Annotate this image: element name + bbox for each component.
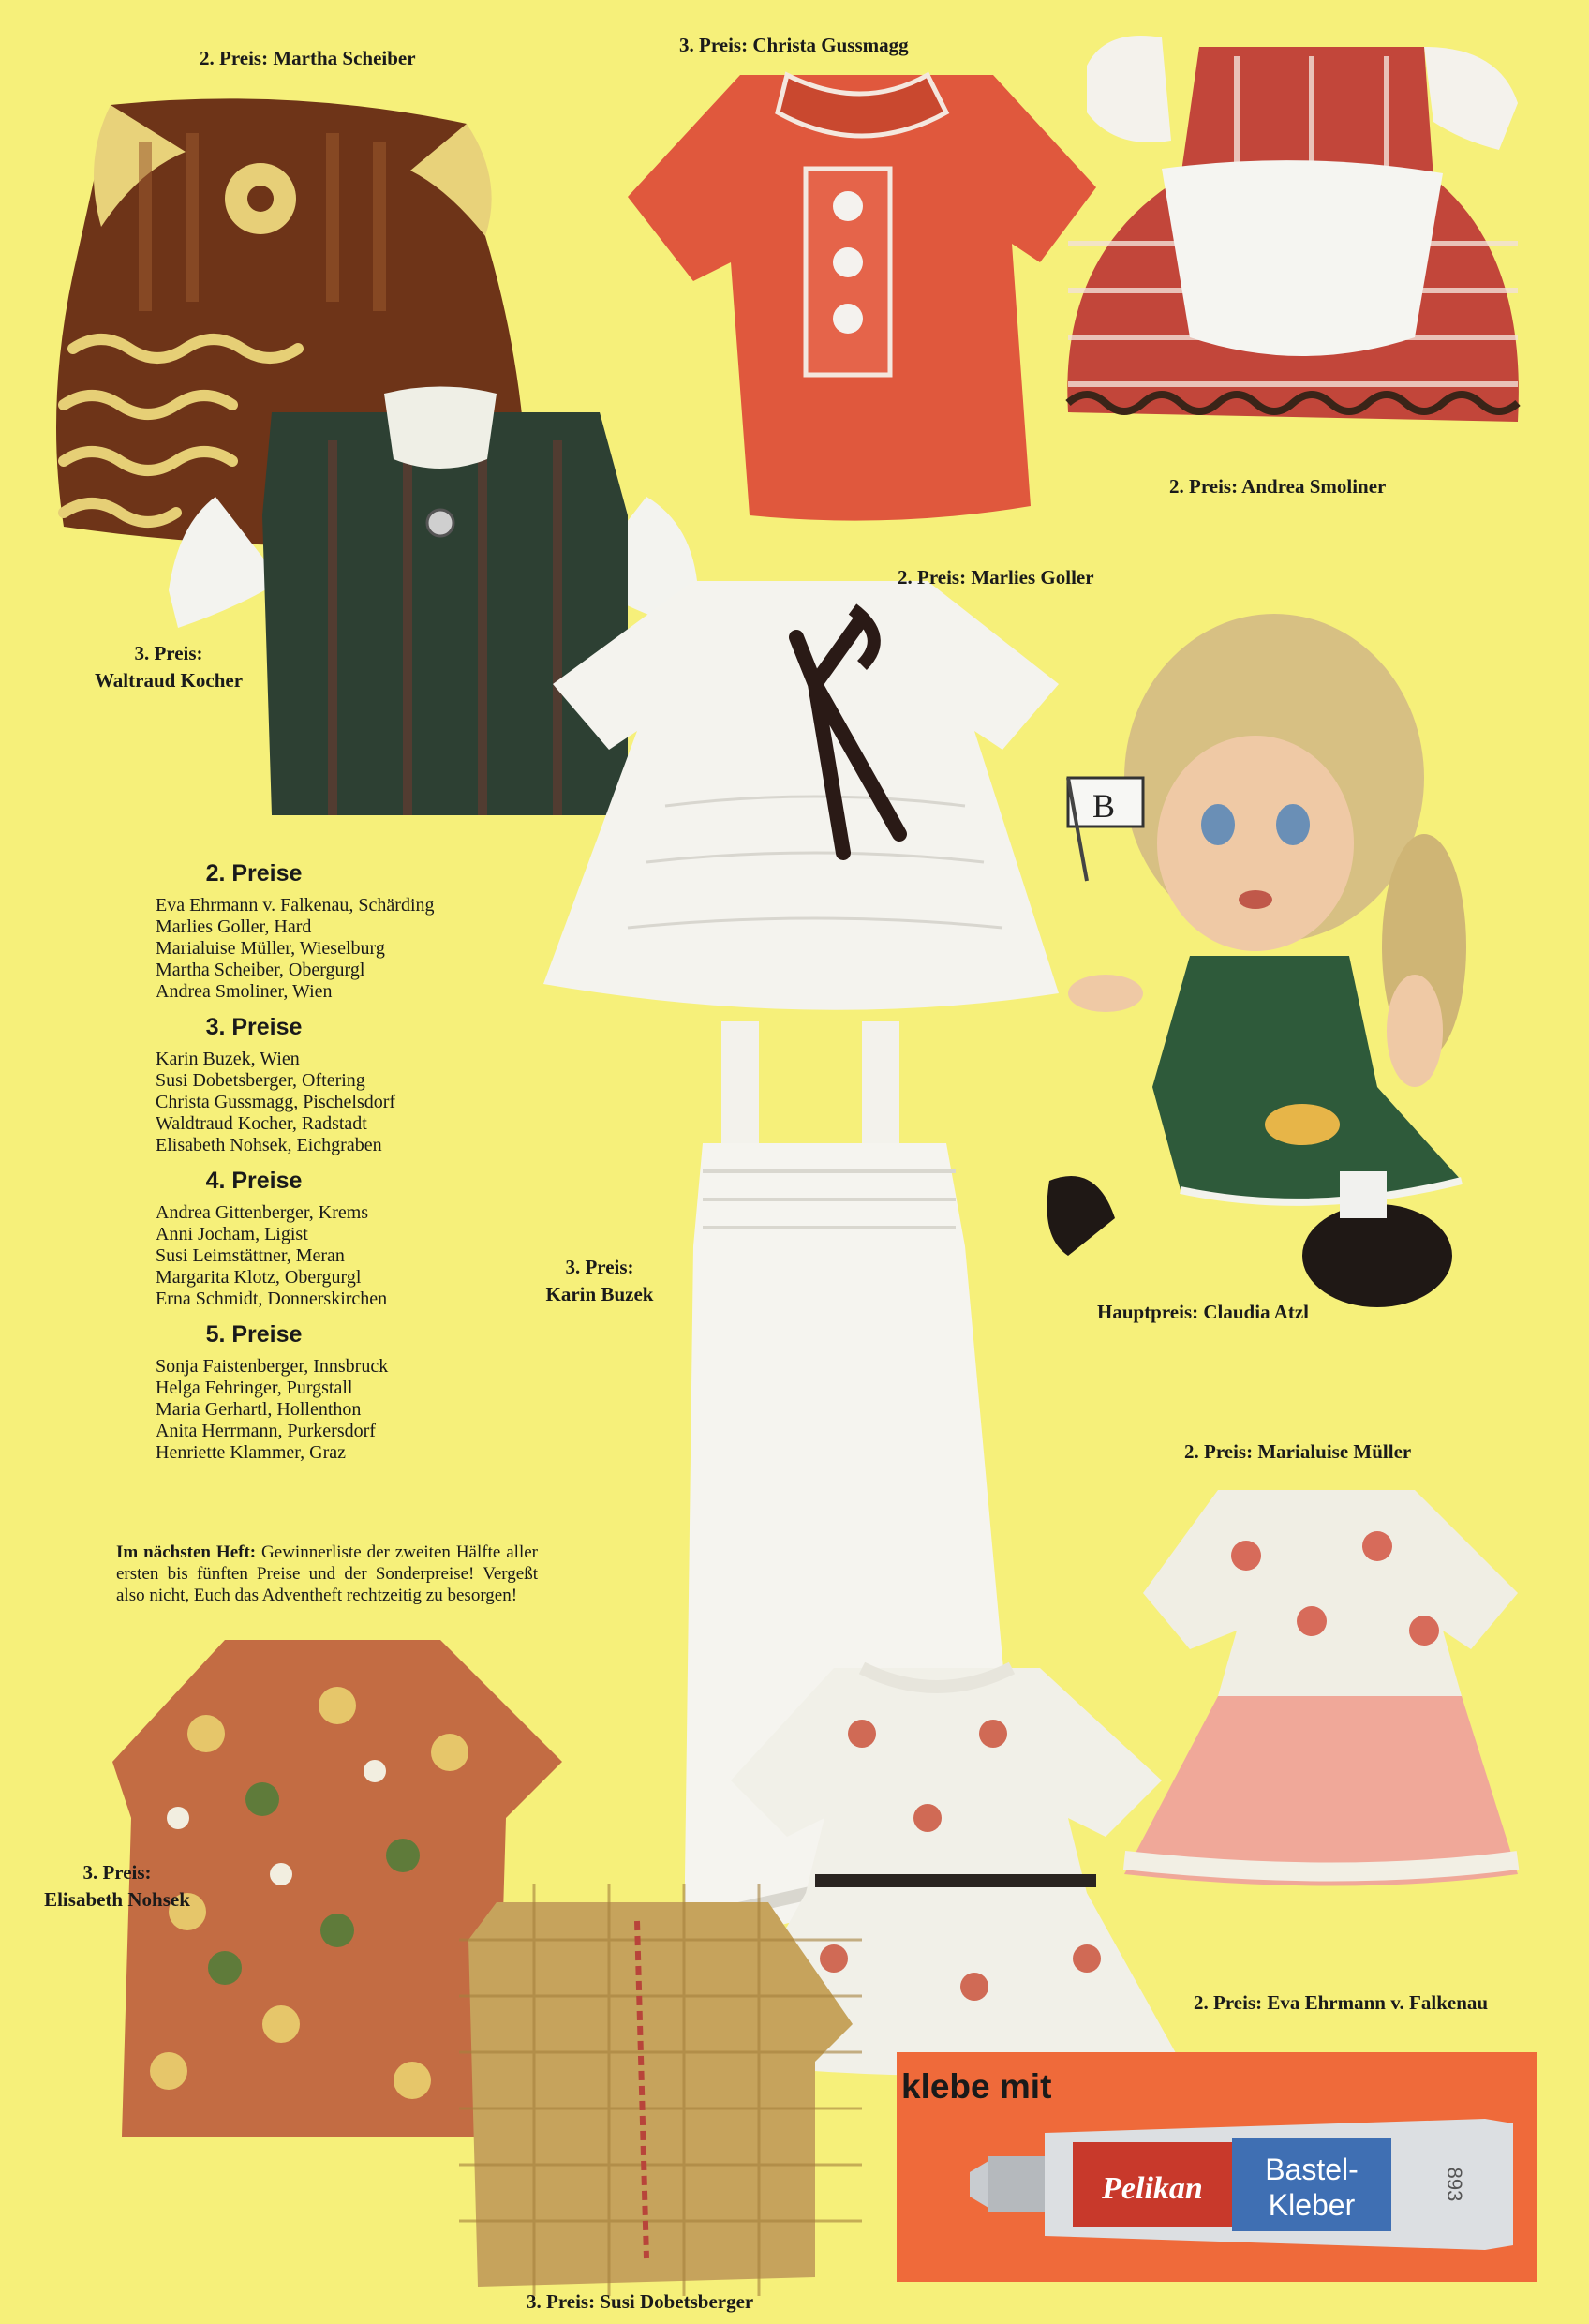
section-heading: 5. Preise	[205, 1321, 303, 1348]
list-item: Sonja Faistenberger, Innsbruck	[156, 1356, 389, 1377]
caption-nohsek-line2: Elisabeth Nohsek	[44, 1888, 190, 1911]
caption-ehrmann: 2. Preis: Eva Ehrmann v. Falkenau	[1194, 1991, 1489, 2014]
list-item: Andrea Gittenberger, Krems	[156, 1202, 369, 1223]
tube-brand: Pelikan	[1102, 2171, 1203, 2206]
caption-smoliner: 2. Preis: Andrea Smoliner	[1169, 475, 1387, 498]
note-lead: Im nächsten Heft:	[116, 1542, 257, 1562]
section-heading: 2. Preise	[205, 860, 303, 886]
list-item: Margarita Klotz, Obergurgl	[156, 1267, 362, 1288]
tube-number: 893	[1443, 2167, 1466, 2202]
caption-kocher	[56, 640, 281, 694]
next-issue-note	[116, 1542, 538, 1606]
list-item: Anita Herrmann, Purkersdorf	[156, 1421, 376, 1441]
glue-tube-image	[960, 2114, 1522, 2255]
caption-buzek-line1: 3. Preis:	[565, 1256, 634, 1278]
list-item: Marialuise Müller, Wieselburg	[156, 938, 385, 959]
section-heading: 3. Preise	[205, 1014, 303, 1040]
tube-product-line1: Bastel-	[1265, 2153, 1359, 2186]
dirndl-apron-photo	[1031, 9, 1555, 440]
caption-scheiber: 2. Preis: Martha Scheiber	[200, 47, 416, 69]
caption-kocher-line2: Waltraud Kocher	[94, 669, 244, 692]
caption-nohsek	[9, 1859, 225, 1914]
caption-buzek	[525, 1254, 675, 1308]
list-item: Waldtraud Kocher, Radstadt	[156, 1113, 367, 1134]
list-item: Erna Schmidt, Donnerskirchen	[156, 1289, 388, 1309]
winner-section	[156, 1168, 530, 1310]
list-item: Christa Gussmagg, Pischelsdorf	[156, 1092, 396, 1112]
tube-product-line2: Kleber	[1268, 2188, 1356, 2222]
list-item: Karin Buzek, Wien	[156, 1049, 300, 1069]
winner-section	[156, 1321, 530, 1464]
list-item: Marlies Goller, Hard	[156, 916, 312, 937]
note-text: Gewinnerliste der zweiten Hälfte aller ersten bis fünften Preise und der Sonderpreise! Vergeßt also nicht, Euch das Adventheft rechtzeitig zu besorgen!	[116, 1542, 539, 1605]
caption-gussmagg: 3. Preis: Christa Gussmagg	[679, 34, 909, 56]
list-item: Eva Ehrmann v. Falkenau, Schärding	[156, 895, 435, 916]
caption-atzl: Hauptpreis: Claudia Atzl	[1097, 1301, 1309, 1323]
list-item: Henriette Klammer, Graz	[156, 1442, 346, 1463]
section-heading: 4. Preise	[205, 1168, 303, 1194]
flag-letter: B	[1092, 787, 1116, 825]
pelikan-advertisement	[897, 2052, 1537, 2282]
caption-kocher-line1: 3. Preis:	[134, 642, 203, 664]
list-item: Martha Scheiber, Obergurgl	[156, 960, 365, 980]
caption-mueller: 2. Preis: Marialuise Müller	[1184, 1440, 1412, 1463]
list-item: Elisabeth Nohsek, Eichgraben	[156, 1135, 382, 1155]
checked-coat-photo	[459, 1884, 862, 2296]
winner-section	[156, 1014, 530, 1156]
caption-goller: 2. Preis: Marlies Goller	[898, 566, 1094, 588]
winner-list	[156, 860, 530, 1475]
list-item: Susi Dobetsberger, Oftering	[156, 1070, 365, 1091]
caption-buzek-line2: Karin Buzek	[545, 1283, 654, 1305]
list-item: Susi Leimstättner, Meran	[156, 1245, 345, 1266]
list-item: Andrea Smoliner, Wien	[156, 981, 333, 1002]
winner-section	[156, 860, 530, 1003]
list-item: Maria Gerhartl, Hollenthon	[156, 1399, 362, 1420]
caption-nohsek-line1: 3. Preis:	[82, 1861, 152, 1884]
list-item: Helga Fehringer, Purgstall	[156, 1378, 353, 1398]
caption-dobetsberger: 3. Preis: Susi Dobetsberger	[527, 2290, 754, 2313]
ad-headline: klebe mit	[901, 2067, 1052, 2106]
list-item: Anni Jocham, Ligist	[156, 1224, 308, 1244]
